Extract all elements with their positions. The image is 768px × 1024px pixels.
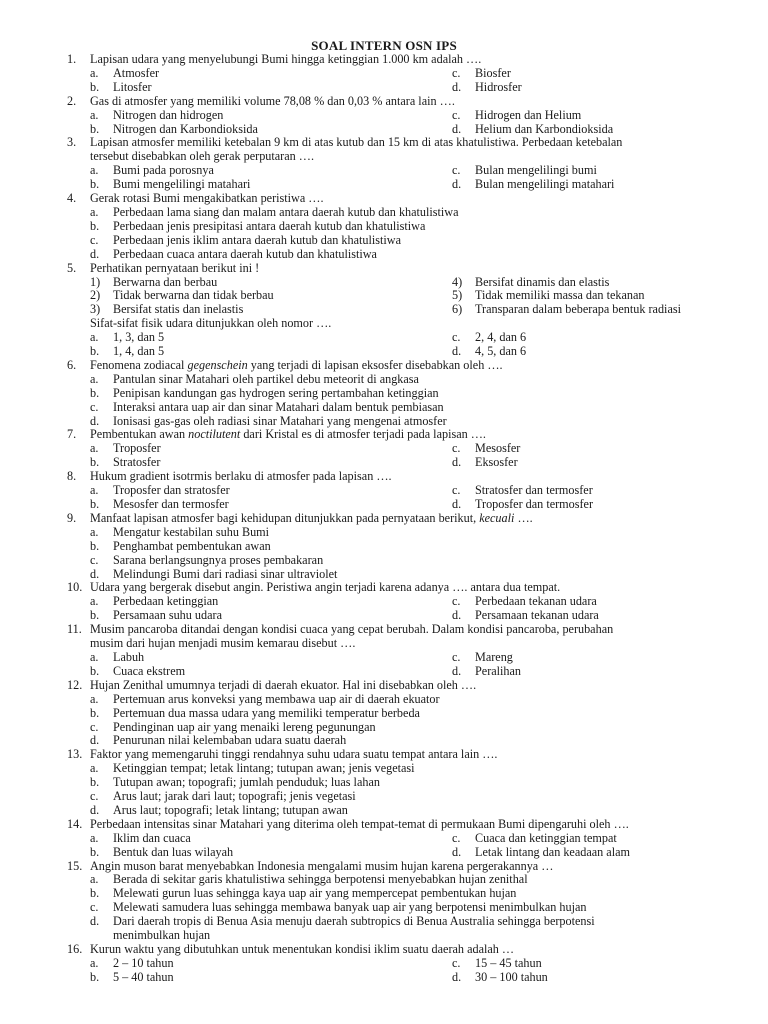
option-a[interactable]: Berada di sekitar garis khatulistiwa sehingga berpotensi menyebabkan hujan zenithal bbox=[113, 872, 528, 887]
option-a[interactable]: Perbedaan lama siang dan malam antara daerah kutub dan khatulistiwa bbox=[113, 204, 459, 219]
statement-text: Bersifat dinamis dan elastis bbox=[475, 274, 610, 289]
option-b[interactable]: Bentuk dan luas wilayah bbox=[113, 844, 234, 859]
option-letter: d. bbox=[452, 121, 462, 136]
option-letter: d. bbox=[90, 802, 100, 817]
option-b[interactable]: Stratosfer bbox=[113, 455, 161, 470]
question-1 bbox=[0, 53, 768, 95]
option-c[interactable]: Hidrogen dan Helium bbox=[475, 107, 582, 122]
question-text: Faktor yang memengaruhi tinggi rendahnya suhu udara suatu tempat antara lain …. bbox=[90, 747, 498, 762]
option-d[interactable]: Melindungi Bumi dari radiasi sinar ultraviolet bbox=[113, 566, 338, 581]
question-stem bbox=[0, 262, 768, 276]
option-b[interactable]: Penipisan kandungan gas hydrogen sering pertambahan ketinggian bbox=[113, 385, 439, 400]
option-a[interactable]: Troposfer bbox=[113, 441, 161, 456]
question-stem bbox=[0, 53, 768, 67]
question-text: Lapisan atmosfer memiliki ketebalan 9 km di atas kutub dan 15 km di atas khatulistiwa. Perbedaan ketebalan bbox=[90, 135, 623, 150]
option-c[interactable]: Mareng bbox=[475, 649, 513, 664]
option-letter: a. bbox=[90, 441, 99, 456]
question-stem bbox=[0, 748, 768, 762]
question-stem bbox=[0, 512, 768, 526]
option-d[interactable]: Dari daerah tropis di Benua Asia menuju daerah subtropics di Benua Australia sehingga berpotensi bbox=[113, 914, 595, 929]
option-letter: a. bbox=[90, 107, 99, 122]
option-letter: d. bbox=[452, 497, 462, 511]
question-stem bbox=[0, 428, 768, 442]
option-row bbox=[0, 206, 768, 220]
option-row bbox=[0, 957, 768, 971]
question-10 bbox=[0, 581, 768, 623]
option-row bbox=[0, 442, 768, 456]
option-letter: c. bbox=[90, 552, 99, 567]
option-letter: b. bbox=[90, 969, 100, 984]
option-letter: c. bbox=[452, 483, 461, 498]
option-c[interactable]: Mesosfer bbox=[475, 441, 521, 456]
document-title: SOAL INTERN OSN IPS bbox=[311, 38, 457, 53]
option-letter: c. bbox=[452, 330, 461, 345]
option-letter: c. bbox=[90, 900, 99, 915]
question-7 bbox=[0, 428, 768, 470]
option-letter: b. bbox=[90, 385, 100, 400]
option-letter: d. bbox=[452, 177, 462, 192]
option-d[interactable]: Perbedaan cuaca antara daerah kutub dan khatulistiwa bbox=[113, 246, 377, 261]
question-list bbox=[0, 53, 768, 985]
option-c[interactable]: Melewati samudera luas sehingga membawa banyak uap air yang berpotensi menimbulkan hujan bbox=[113, 900, 587, 915]
question-number: 9. bbox=[67, 510, 77, 525]
option-row bbox=[0, 67, 768, 81]
question-4 bbox=[0, 192, 768, 262]
option-letter: b. bbox=[90, 497, 100, 511]
option-row bbox=[0, 164, 768, 178]
option-letter: b. bbox=[90, 79, 100, 94]
option-c[interactable]: Cuaca dan ketinggian tempat bbox=[475, 830, 617, 845]
option-d[interactable]: Bulan mengelilingi matahari bbox=[475, 177, 615, 192]
option-a[interactable]: Troposfer dan stratosfer bbox=[113, 483, 230, 498]
statement-text: Transparan dalam beberapa bentuk radiasi bbox=[475, 302, 681, 317]
question-number: 11. bbox=[67, 622, 82, 637]
option-c[interactable]: Stratosfer dan termosfer bbox=[475, 483, 593, 498]
option-letter: c. bbox=[452, 107, 461, 122]
option-letter: a. bbox=[90, 649, 99, 664]
question-text: tersebut disebabkan oleh gerak perputaran …. bbox=[90, 149, 315, 164]
option-letter: a. bbox=[90, 204, 99, 219]
question-text: Fenomena zodiacal gegenschein yang terjadi di lapisan eksosfer disebabkan oleh …. bbox=[90, 357, 503, 372]
question-stem bbox=[0, 359, 768, 373]
question-3 bbox=[0, 136, 768, 192]
option-letter: b. bbox=[90, 218, 100, 233]
option-letter: c. bbox=[452, 594, 461, 609]
option-letter: b. bbox=[90, 538, 100, 553]
question-stem bbox=[0, 95, 768, 109]
question-stem bbox=[0, 860, 768, 874]
option-letter: a. bbox=[90, 594, 99, 609]
question-11 bbox=[0, 623, 768, 679]
option-c[interactable]: Perbedaan jenis iklim antara daerah kutub dan khatulistiwa bbox=[113, 232, 402, 247]
question-stem bbox=[0, 679, 768, 693]
question-text: Udara yang bergerak disebut angin. Peristiwa angin terjadi karena adanya …. antara dua tempat. bbox=[90, 580, 561, 595]
question-number: 12. bbox=[67, 677, 83, 692]
option-letter: a. bbox=[90, 761, 99, 776]
option-letter: d. bbox=[90, 246, 100, 261]
option-d[interactable]: Letak lintang dan keadaan alam bbox=[475, 844, 630, 859]
question-text: Manfaat lapisan atmosfer bagi kehidupan ditunjukkan pada pernyataan berikut, kecuali …. bbox=[90, 510, 533, 525]
option-d[interactable]: Eksosfer bbox=[475, 455, 518, 470]
option-letter: c. bbox=[452, 65, 461, 80]
question-13 bbox=[0, 748, 768, 818]
option-b[interactable]: Melewati gurun luas sehingga kaya uap air yang mempercepat pembentukan hujan bbox=[113, 886, 517, 901]
option-row bbox=[0, 484, 768, 498]
option-d[interactable]: Helium dan Karbondioksida bbox=[475, 121, 614, 136]
option-c[interactable]: Pendinginan uap air yang menaiki lereng pegunungan bbox=[113, 719, 376, 734]
statement-number: 6) bbox=[452, 302, 463, 317]
option-b[interactable]: Persamaan suhu udara bbox=[113, 608, 222, 623]
question-stem bbox=[0, 623, 768, 637]
option-b[interactable]: Penghambat pembentukan awan bbox=[113, 538, 271, 553]
option-row bbox=[0, 734, 768, 748]
option-c[interactable]: Bulan mengelilingi bumi bbox=[475, 163, 597, 178]
option-letter: a. bbox=[90, 330, 99, 345]
option-c[interactable]: Perbedaan tekanan udara bbox=[475, 594, 597, 609]
option-row bbox=[0, 887, 768, 901]
italic-term: noctilutent bbox=[188, 427, 241, 442]
option-c[interactable]: Arus laut; jarak dari laut; topografi; jenis vegetasi bbox=[113, 789, 356, 804]
option-letter: a. bbox=[90, 65, 99, 80]
option-letter: c. bbox=[90, 232, 99, 247]
option-d[interactable]: Arus laut; topografi; letak lintang; tutupan awan bbox=[113, 802, 348, 817]
option-d[interactable]: Troposfer dan termosfer bbox=[475, 497, 594, 511]
statement-text: Berwarna dan berbau bbox=[113, 274, 218, 289]
option-row bbox=[0, 595, 768, 609]
option-letter: b. bbox=[90, 844, 100, 859]
option-letter: c. bbox=[452, 830, 461, 845]
option-letter: b. bbox=[90, 455, 100, 470]
question-number: 10. bbox=[67, 580, 83, 595]
option-letter: d. bbox=[452, 608, 462, 623]
question-text: Angin muson barat menyebabkan Indonesia mengalami musim hujan karena pergerakannya … bbox=[90, 858, 554, 873]
option-row bbox=[0, 345, 768, 359]
statement-row bbox=[0, 303, 768, 317]
question-number: 8. bbox=[67, 469, 77, 484]
question-number: 14. bbox=[67, 816, 83, 831]
question-prompt bbox=[0, 317, 768, 331]
option-row bbox=[0, 971, 768, 985]
option-letter: d. bbox=[452, 663, 462, 678]
option-d[interactable]: Peralihan bbox=[475, 663, 522, 678]
option-letter: a. bbox=[90, 483, 99, 498]
option-row bbox=[0, 901, 768, 915]
option-letter: d. bbox=[452, 79, 462, 94]
question-stem bbox=[0, 136, 768, 150]
option-letter: d. bbox=[452, 344, 462, 359]
statement-row bbox=[0, 276, 768, 290]
option-letter: a. bbox=[90, 955, 99, 970]
option-letter: b. bbox=[90, 344, 100, 359]
option-letter: d. bbox=[90, 733, 100, 748]
option-row bbox=[0, 373, 768, 387]
option-a[interactable]: Bumi pada porosnya bbox=[113, 163, 214, 178]
question-16 bbox=[0, 943, 768, 985]
question-text: Musim pancaroba ditandai dengan kondisi cuaca yang cepat berubah. Dalam kondisi pancaroba, perubahan bbox=[90, 622, 614, 637]
option-row bbox=[0, 762, 768, 776]
option-letter: b. bbox=[90, 121, 100, 136]
option-letter: c. bbox=[90, 399, 99, 414]
option-letter: b. bbox=[90, 775, 100, 790]
option-a[interactable]: Nitrogen dan hidrogen bbox=[113, 107, 224, 122]
question-text: musim dari hujan menjadi musim kemarau disebut …. bbox=[90, 636, 356, 651]
option-b[interactable]: Perbedaan jenis presipitasi antara daerah kutub dan khatulistiwa bbox=[113, 218, 426, 233]
option-row bbox=[0, 81, 768, 95]
option-letter: b. bbox=[90, 177, 100, 192]
option-letter: a. bbox=[90, 524, 99, 539]
option-letter: c. bbox=[90, 719, 99, 734]
question-text-continued bbox=[0, 150, 768, 164]
option-a[interactable]: 2 – 10 tahun bbox=[113, 955, 174, 970]
option-a[interactable]: Atmosfer bbox=[113, 65, 160, 80]
question-stem bbox=[0, 818, 768, 832]
option-row bbox=[0, 234, 768, 248]
question-number: 6. bbox=[67, 357, 77, 372]
statement-number: 1) bbox=[90, 274, 101, 289]
option-c[interactable]: Interaksi antara uap air dan sinar Matahari dalam bentuk pembiasan bbox=[113, 399, 444, 414]
option-letter: a. bbox=[90, 371, 99, 386]
option-row bbox=[0, 526, 768, 540]
option-d[interactable]: Penurunan nilai kelembaban udara suatu daerah bbox=[113, 733, 347, 748]
option-row bbox=[0, 776, 768, 790]
question-text: Perhatikan pernyataan berikut ini ! bbox=[90, 260, 260, 275]
option-letter: a. bbox=[90, 830, 99, 845]
option-row bbox=[0, 609, 768, 623]
question-8 bbox=[0, 470, 768, 512]
option-row bbox=[0, 220, 768, 234]
option-row bbox=[0, 873, 768, 887]
question-number: 13. bbox=[67, 747, 83, 762]
option-letter: d. bbox=[452, 455, 462, 470]
question-text-continued bbox=[0, 637, 768, 651]
statement-row bbox=[0, 289, 768, 303]
option-row bbox=[0, 804, 768, 818]
option-b[interactable]: Nitrogen dan Karbondioksida bbox=[113, 121, 258, 136]
option-a[interactable]: Labuh bbox=[113, 649, 145, 664]
question-stem bbox=[0, 943, 768, 957]
option-row bbox=[0, 846, 768, 860]
question-text: Gas di atmosfer yang memiliki volume 78,08 % dan 0,03 % antara lain …. bbox=[90, 93, 455, 108]
question-number: 3. bbox=[67, 135, 77, 150]
question-15 bbox=[0, 860, 768, 943]
option-letter: c. bbox=[452, 163, 461, 178]
question-text: Gerak rotasi Bumi mengakibatkan peristiwa …. bbox=[90, 191, 324, 206]
statement-number: 2) bbox=[90, 288, 101, 303]
question-number: 16. bbox=[67, 942, 83, 956]
option-d[interactable]: Hidrosfer bbox=[475, 79, 522, 94]
option-a[interactable]: Iklim dan cuaca bbox=[113, 830, 191, 845]
option-letter: d. bbox=[452, 844, 462, 859]
option-c[interactable]: Sarana berlangsungnya proses pembakaran bbox=[113, 552, 324, 567]
option-row bbox=[0, 123, 768, 137]
option-d[interactable]: 4, 5, dan 6 bbox=[475, 344, 527, 359]
option-row bbox=[0, 915, 768, 929]
option-row bbox=[0, 554, 768, 568]
option-letter: d. bbox=[90, 566, 100, 581]
option-a[interactable]: Pantulan sinar Matahari oleh partikel debu meteorit di angkasa bbox=[113, 371, 419, 386]
option-row bbox=[0, 331, 768, 345]
option-letter: d. bbox=[452, 969, 462, 984]
option-letter: d. bbox=[90, 914, 100, 929]
option-b[interactable]: 5 – 40 tahun bbox=[113, 969, 174, 984]
option-letter: b. bbox=[90, 886, 100, 901]
option-b[interactable]: Pertemuan dua massa udara yang memiliki temperatur berbeda bbox=[113, 705, 420, 720]
question-6 bbox=[0, 359, 768, 429]
question-number: 4. bbox=[67, 191, 77, 206]
question-number: 5. bbox=[67, 260, 77, 275]
option-row bbox=[0, 415, 768, 429]
option-row bbox=[0, 540, 768, 554]
question-stem bbox=[0, 192, 768, 206]
question-2 bbox=[0, 95, 768, 137]
statement-text: Tidak berwarna dan tidak berbau bbox=[113, 288, 274, 303]
option-letter: a. bbox=[90, 163, 99, 178]
option-letter: a. bbox=[90, 691, 99, 706]
statement-number: 4) bbox=[452, 274, 463, 289]
option-letter: c. bbox=[452, 649, 461, 664]
option-letter: b. bbox=[90, 608, 100, 623]
option-row bbox=[0, 387, 768, 401]
option-d[interactable]: Ionisasi gas-gas oleh radiasi sinar Matahari yang mengenai atmosfer bbox=[113, 413, 447, 428]
question-text: Pembentukan awan noctilutent dari Kristal es di atmosfer terjadi pada lapisan …. bbox=[90, 427, 486, 442]
option-b[interactable]: Mesosfer dan termosfer bbox=[113, 497, 229, 511]
option-row bbox=[0, 568, 768, 582]
question-stem bbox=[0, 581, 768, 595]
question-text: Kurun waktu yang dibutuhkan untuk menentukan kondisi iklim suatu daerah adalah … bbox=[90, 942, 515, 956]
question-14 bbox=[0, 818, 768, 860]
option-b[interactable]: Tutupan awan; topografi; jumlah penduduk; luas lahan bbox=[113, 775, 380, 790]
option-letter: a. bbox=[90, 872, 99, 887]
option-a[interactable]: 1, 3, dan 5 bbox=[113, 330, 165, 345]
option-row bbox=[0, 178, 768, 192]
option-a[interactable]: Ketinggian tempat; letak lintang; tutupan awan; jenis vegetasi bbox=[113, 761, 415, 776]
question-text: Perbedaan intensitas sinar Matahari yang diterima oleh tempat-temat di permukaan Bumi dipengaruhi oleh …. bbox=[90, 816, 629, 831]
question-text: Lapisan udara yang menyelubungi Bumi hingga ketinggian 1.000 km adalah …. bbox=[90, 52, 482, 66]
option-d[interactable]: 30 – 100 tahun bbox=[475, 969, 548, 984]
option-letter: b. bbox=[90, 663, 100, 678]
option-letter: d. bbox=[90, 413, 100, 428]
option-row bbox=[0, 707, 768, 721]
option-c[interactable]: Biosfer bbox=[475, 65, 511, 80]
option-row bbox=[0, 401, 768, 415]
option-row bbox=[0, 693, 768, 707]
option-letter: c. bbox=[90, 789, 99, 804]
option-d[interactable]: Persamaan tekanan udara bbox=[475, 608, 599, 623]
option-row bbox=[0, 651, 768, 665]
italic-term: gegenschein bbox=[187, 357, 248, 372]
option-row bbox=[0, 498, 768, 512]
question-12 bbox=[0, 679, 768, 749]
option-row bbox=[0, 665, 768, 679]
italic-term: kecuali bbox=[479, 510, 515, 525]
question-text: Hukum gradient isotrmis berlaku di atmosfer pada lapisan …. bbox=[90, 469, 392, 484]
option-row bbox=[0, 721, 768, 735]
option-a[interactable]: Perbedaan ketinggian bbox=[113, 594, 219, 609]
exam-document bbox=[0, 38, 768, 985]
option-letter: b. bbox=[90, 705, 100, 720]
option-row bbox=[0, 832, 768, 846]
statement-number: 5) bbox=[452, 288, 463, 303]
option-letter: c. bbox=[452, 955, 461, 970]
option-a[interactable]: Pertemuan arus konveksi yang membawa uap air di daerah ekuator bbox=[113, 691, 440, 706]
option-c[interactable]: 15 – 45 tahun bbox=[475, 955, 542, 970]
option-row bbox=[0, 456, 768, 470]
option-b[interactable]: Cuaca ekstrem bbox=[113, 663, 186, 678]
question-number: 15. bbox=[67, 858, 83, 873]
option-c[interactable]: 2, 4, dan 6 bbox=[475, 330, 527, 345]
question-number: 7. bbox=[67, 427, 77, 442]
question-text: Sifat-sifat fisik udara ditunjukkan oleh nomor …. bbox=[90, 316, 332, 331]
question-text: Hujan Zenithal umumnya terjadi di daerah ekuator. Hal ini disebabkan oleh …. bbox=[90, 677, 477, 692]
question-number: 1. bbox=[67, 52, 77, 66]
option-a[interactable]: Mengatur kestabilan suhu Bumi bbox=[113, 524, 270, 539]
option-row bbox=[0, 248, 768, 262]
question-5 bbox=[0, 262, 768, 359]
option-b[interactable]: 1, 4, dan 5 bbox=[113, 344, 165, 359]
statement-text: Bersifat statis dan inelastis bbox=[113, 302, 244, 317]
statement-text: Tidak memiliki massa dan tekanan bbox=[475, 288, 645, 303]
question-number: 2. bbox=[67, 93, 77, 108]
statement-number: 3) bbox=[90, 302, 101, 317]
option-text-continued: menimbulkan hujan bbox=[113, 928, 211, 943]
question-stem bbox=[0, 470, 768, 484]
option-continued bbox=[0, 929, 768, 943]
option-b[interactable]: Bumi mengelilingi matahari bbox=[113, 177, 251, 192]
option-b[interactable]: Litosfer bbox=[113, 79, 152, 94]
option-letter: c. bbox=[452, 441, 461, 456]
question-9 bbox=[0, 512, 768, 582]
option-row bbox=[0, 109, 768, 123]
option-row bbox=[0, 790, 768, 804]
